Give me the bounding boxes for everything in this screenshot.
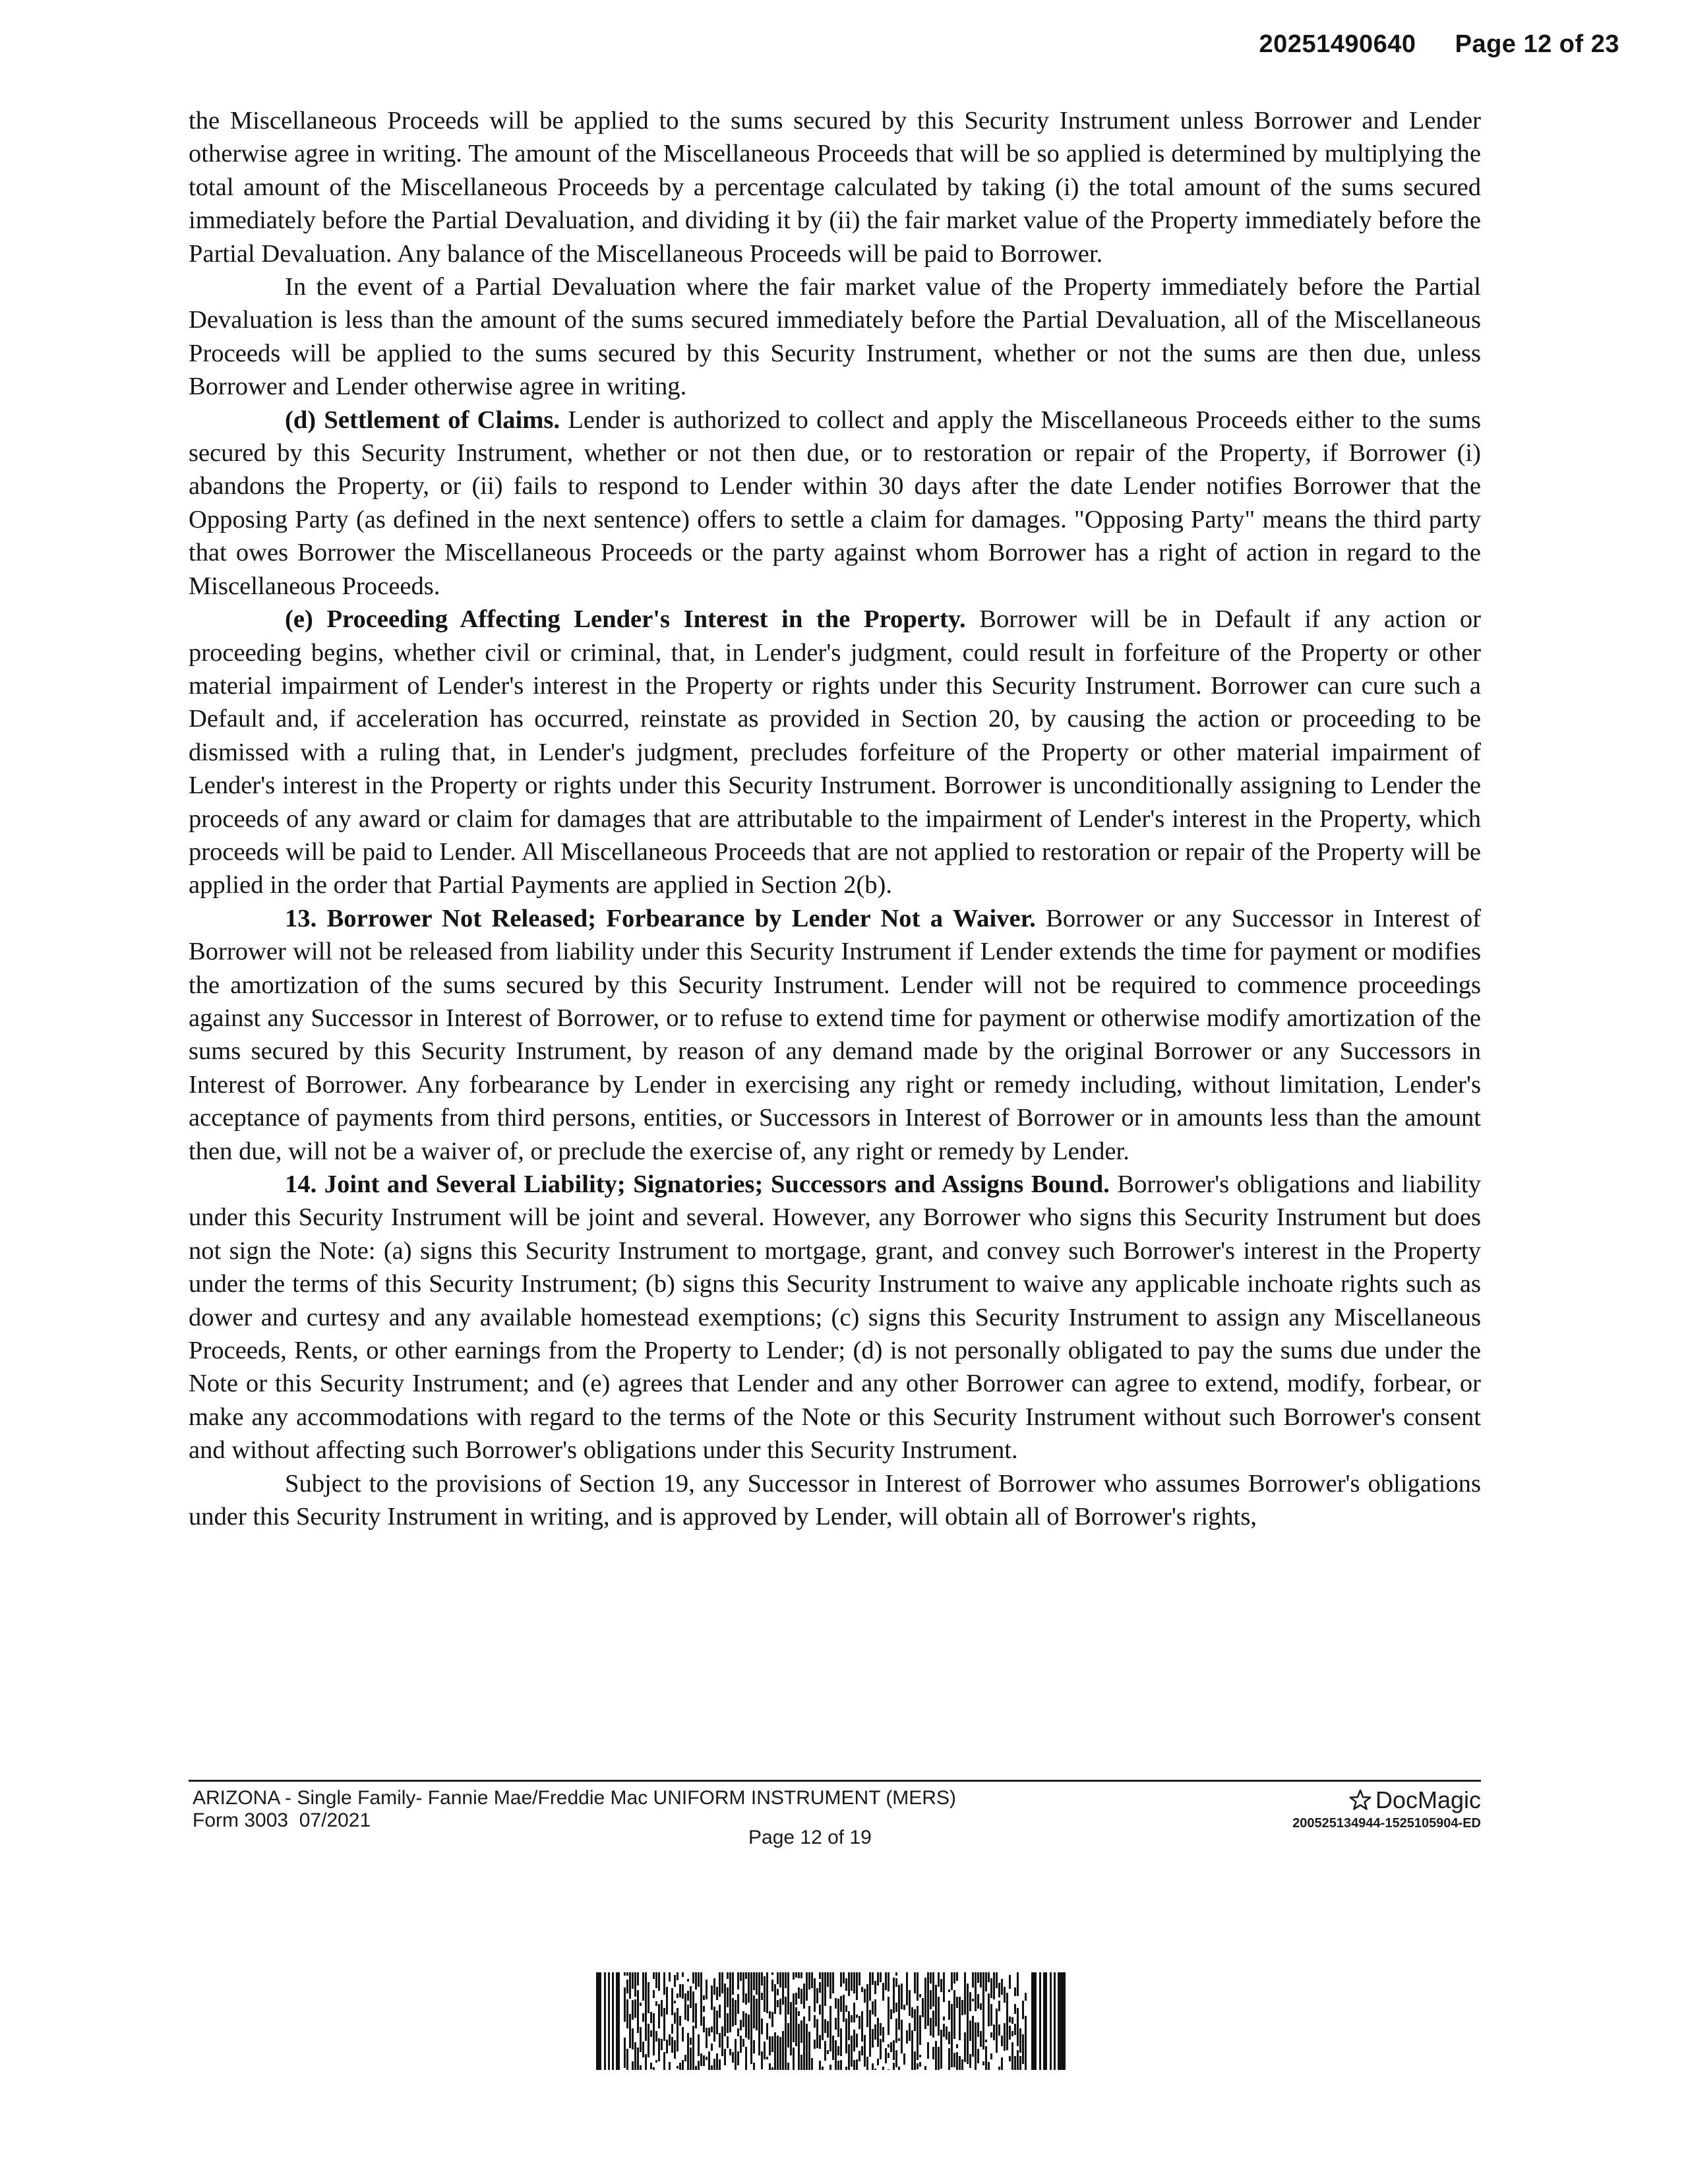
paragraph-text: the Miscellaneous Proceeds will be applied to the sums secured by this Security Instrument unless Borrower and Lender otherwise agree in writing. The amount of the Miscellaneous Proceeds that will be so applied is determined by multiplying the total amount of the Miscellaneous Proceeds by a percentage calculated by taking (i) the total amount of the sums secured immediately before the Partial Devaluation, and dividing it by (ii) the fair market value of the Property immediately before the Partial Devaluation. Any balance of the Miscellaneous Proceeds will be paid to Borrower. [189, 107, 1481, 268]
paragraph-heading: 14. Joint and Several Liability; Signatories; Successors and Assigns Bound. [285, 1170, 1110, 1198]
footer-page-counter: Page 12 of 19 [748, 1827, 872, 1848]
paragraph [189, 1467, 1481, 1534]
paragraph-heading: (e) Proceeding Affecting Lender's Interest in the Property. [285, 605, 966, 634]
paragraph-text: In the event of a Partial Devaluation where the fair market value of the Property immediately before the Partial Devaluation is less than the amount of the sums secured immediately before the Partial Devaluation, all of the Miscellaneous Proceeds will be applied to the sums secured by this Security Instrument, whether or not the sums are then due, unless Borrower and Lender otherwise agree in writing. [189, 273, 1481, 401]
docmagic-mark [1292, 1787, 1481, 1832]
document-body [189, 104, 1481, 1533]
brand-logo [1292, 1787, 1481, 1813]
paragraph-heading: 13. Borrower Not Released; Forbearance by Lender Not a Waiver. [285, 904, 1036, 932]
paragraph [189, 404, 1481, 603]
brand-name: DocMagic [1375, 1786, 1481, 1813]
paragraph-text: Lender is authorized to collect and apply the Miscellaneous Proceeds either to the sums secured by this Security Instrument, whether or not then due, or to restoration or repair of the Property, if Borrower (i) abandons the Property, or (ii) fails to respond to Lender within 30 days after the date Lender notifies Borrower that the Opposing Party (as defined in the next sentence) offers to settle a claim for damages. "Opposing Party" means the third party that owes Borrower the Miscellaneous Proceeds or the party against whom Borrower has a right of action in regard to the Miscellaneous Proceeds. [189, 406, 1481, 600]
paragraph [189, 902, 1481, 1168]
paragraph [189, 104, 1481, 270]
paragraph-text: Borrower's obligations and liability under this Security Instrument will be joint and several. However, any Borrower who signs this Security Instrument but does not sign the Note: (a) signs this Security Instrument to mortgage, grant, and convey such Borrower's interest in the Property under the terms of this Security Instrument; (b) signs this Security Instrument to waive any applicable inchoate rights such as dower and curtesy and any available homestead exemptions; (c) signs this Security Instrument to assign any Miscellaneous Proceeds, Rents, or other earnings from the Property to Lender; (d) is not personally obligated to pay the sums due under the Note or this Security Instrument; and (e) agrees that Lender and any other Borrower can agree to extend, modify, forbear, or make any accommodations with regard to the terms of the Note or this Security Instrument without such Borrower's consent and without affecting such Borrower's obligations under this Security Instrument. [189, 1170, 1481, 1465]
page-counter: Page 12 of 23 [1455, 30, 1619, 58]
paragraph-heading: (d) Settlement of Claims. [285, 406, 560, 434]
form-identifier [193, 1787, 956, 1832]
paragraph-text: Borrower will be in Default if any action or proceeding begins, whether civil or criminal, that, in Lender's judgment, could result in forfeiture of the Property or other material impairment of Lender's interest in the Property or rights under this Security Instrument. Borrower can cure such a Default and, if acceleration has occurred, reinstate as provided in Section 20, by causing the action or proceeding to be dismissed with a ruling that, in Lender's judgment, precludes forfeiture of the Property or other material impairment of Lender's interest in the Property or rights under this Security Instrument. Borrower is unconditionally assigning to Lender the proceeds of any award or claim for damages that are attributable to the impairment of Lender's interest in the Property, which proceeds will be paid to Lender. All Miscellaneous Proceeds that are not applied to restoration or repair of the Property will be applied in the order that Partial Payments are applied in Section 2(b). [189, 605, 1481, 899]
paragraph [189, 603, 1481, 902]
form-title: ARIZONA - Single Family- Fannie Mae/Freddie Mac UNIFORM INSTRUMENT (MERS) [193, 1787, 956, 1809]
paragraph [189, 1168, 1481, 1467]
footer-divider [189, 1780, 1481, 1782]
paragraph-text: Subject to the provisions of Section 19, any Successor in Interest of Borrower who assumes Borrower's obligations under this Security Instrument in writing, and is approved by Lender, will obtain all of Borrower's rights, [189, 1469, 1481, 1531]
form-number: Form 3003 07/2021 [193, 1809, 371, 1831]
barcode-icon [596, 1972, 1066, 2070]
document-id: 200525134944-1525105904-ED [1292, 1816, 1481, 1831]
page-header [1259, 30, 1619, 59]
paragraph-text: Borrower or any Successor in Interest of Borrower will not be released from liability under this Security Instrument if Lender extends the time for payment or modifies the amortization of the sums secured by this Security Instrument. Lender will not be required to commence proceedings against any Successor in Interest of Borrower, or to refuse to extend time for payment or otherwise modify amortization of the sums secured by this Security Instrument, by reason of any demand made by the original Borrower or any Successors in Interest of Borrower. Any forbearance by Lender in exercising any right or remedy including, without limitation, Lender's acceptance of payments from third persons, entities, or Successors in Interest of Borrower or in amounts less than the amount then due, will not be a waiver of, or preclude the exercise of, any right or remedy by Lender. [189, 904, 1481, 1165]
paragraph [189, 270, 1481, 404]
star-outline-icon [1348, 1788, 1373, 1813]
recording-number: 20251490640 [1259, 30, 1416, 58]
